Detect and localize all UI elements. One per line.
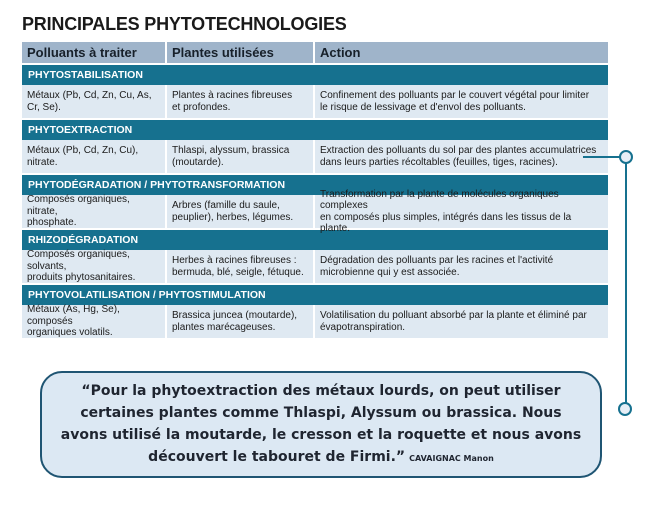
connector-dot-top [619, 150, 633, 164]
table-row [22, 188, 608, 234]
column-header-plants: Plantes utilisées [167, 42, 315, 63]
phytotech-table [22, 42, 608, 338]
quote-text: “Pour la phytoextraction des métaux lourds, on peut utiliser certaines plantes comme Thlaspi, Alyssum ou brassica. Nous avons utilisé la moutarde, le cresson et la roquette et nous avons découvert le tabouret de Firmi.” CAVAIGNAC Manon [60, 382, 582, 465]
action-cell: Dégradation des polluants par les racines et l'activité microbienne qui y est associée. [320, 255, 554, 278]
pollutants-cell: Composés organiques, solvants, produits phytosanitaires. [22, 250, 167, 283]
quote-box [40, 371, 602, 478]
plants-cell: Thlaspi, alyssum, brassica (moutarde). [167, 140, 315, 173]
table-row [22, 305, 608, 338]
plants-cell: Brassica juncea (moutarde), plantes marécageuses. [167, 305, 315, 338]
connector-line-vertical [625, 157, 627, 412]
section-title: PHYTODÉGRADATION / PHYTOTRANSFORMATION [22, 173, 608, 195]
action-cell: Extraction des polluants du sol par des plantes accumulatrices dans leurs parties récoltables (feuilles, tiges, racines). [320, 145, 597, 168]
action-cell: Transformation par la plante de molécules organiques complexes en composés plus simples, intégrés dans les tissus de la plante. [320, 188, 572, 234]
page-title: PRINCIPALES PHYTOTECHNOLOGIES [22, 14, 347, 34]
quote-author: CAVAIGNAC Manon [409, 453, 494, 463]
pollutants-cell: Composés organiques, nitrate, phosphate. [22, 195, 167, 228]
section-title: PHYTOSTABILISATION [22, 63, 608, 85]
section-title: RHIZODÉGRADATION [22, 228, 608, 250]
plants-cell: Plantes à racines fibreuses et profondes. [167, 85, 315, 118]
column-header-action: Action [320, 45, 361, 60]
section-title: PHYTOVOLATILISATION / PHYTOSTIMULATION [22, 283, 608, 305]
pollutants-cell: Métaux (As, Hg, Se), composés organiques volatils. [22, 305, 167, 338]
plants-cell: Herbes à racines fibreuses : bermuda, blé, seigle, fétuque. [167, 250, 315, 283]
section-title: PHYTOEXTRACTION [22, 118, 608, 140]
action-cell: Confinement des polluants par le couvert végétal pour limiter le risque de lessivage et d'envol des polluants. [320, 90, 590, 113]
table-row [22, 250, 608, 283]
column-header-pollutants: Polluants à traiter [22, 42, 167, 63]
table-row [22, 85, 608, 118]
table-header [22, 42, 608, 63]
pollutants-cell: Métaux (Pb, Cd, Zn, Cu), nitrate. [22, 140, 167, 173]
action-cell: Volatilisation du polluant absorbé par la plante et éliminé par évapotranspiration. [320, 310, 587, 333]
plants-cell: Arbres (famille du saule, peuplier), herbes, légumes. [167, 195, 315, 228]
table-row [22, 140, 608, 173]
connector-dot-bottom [618, 402, 632, 416]
pollutants-cell: Métaux (Pb, Cd, Zn, Cu, As, Cr, Se). [22, 85, 167, 118]
